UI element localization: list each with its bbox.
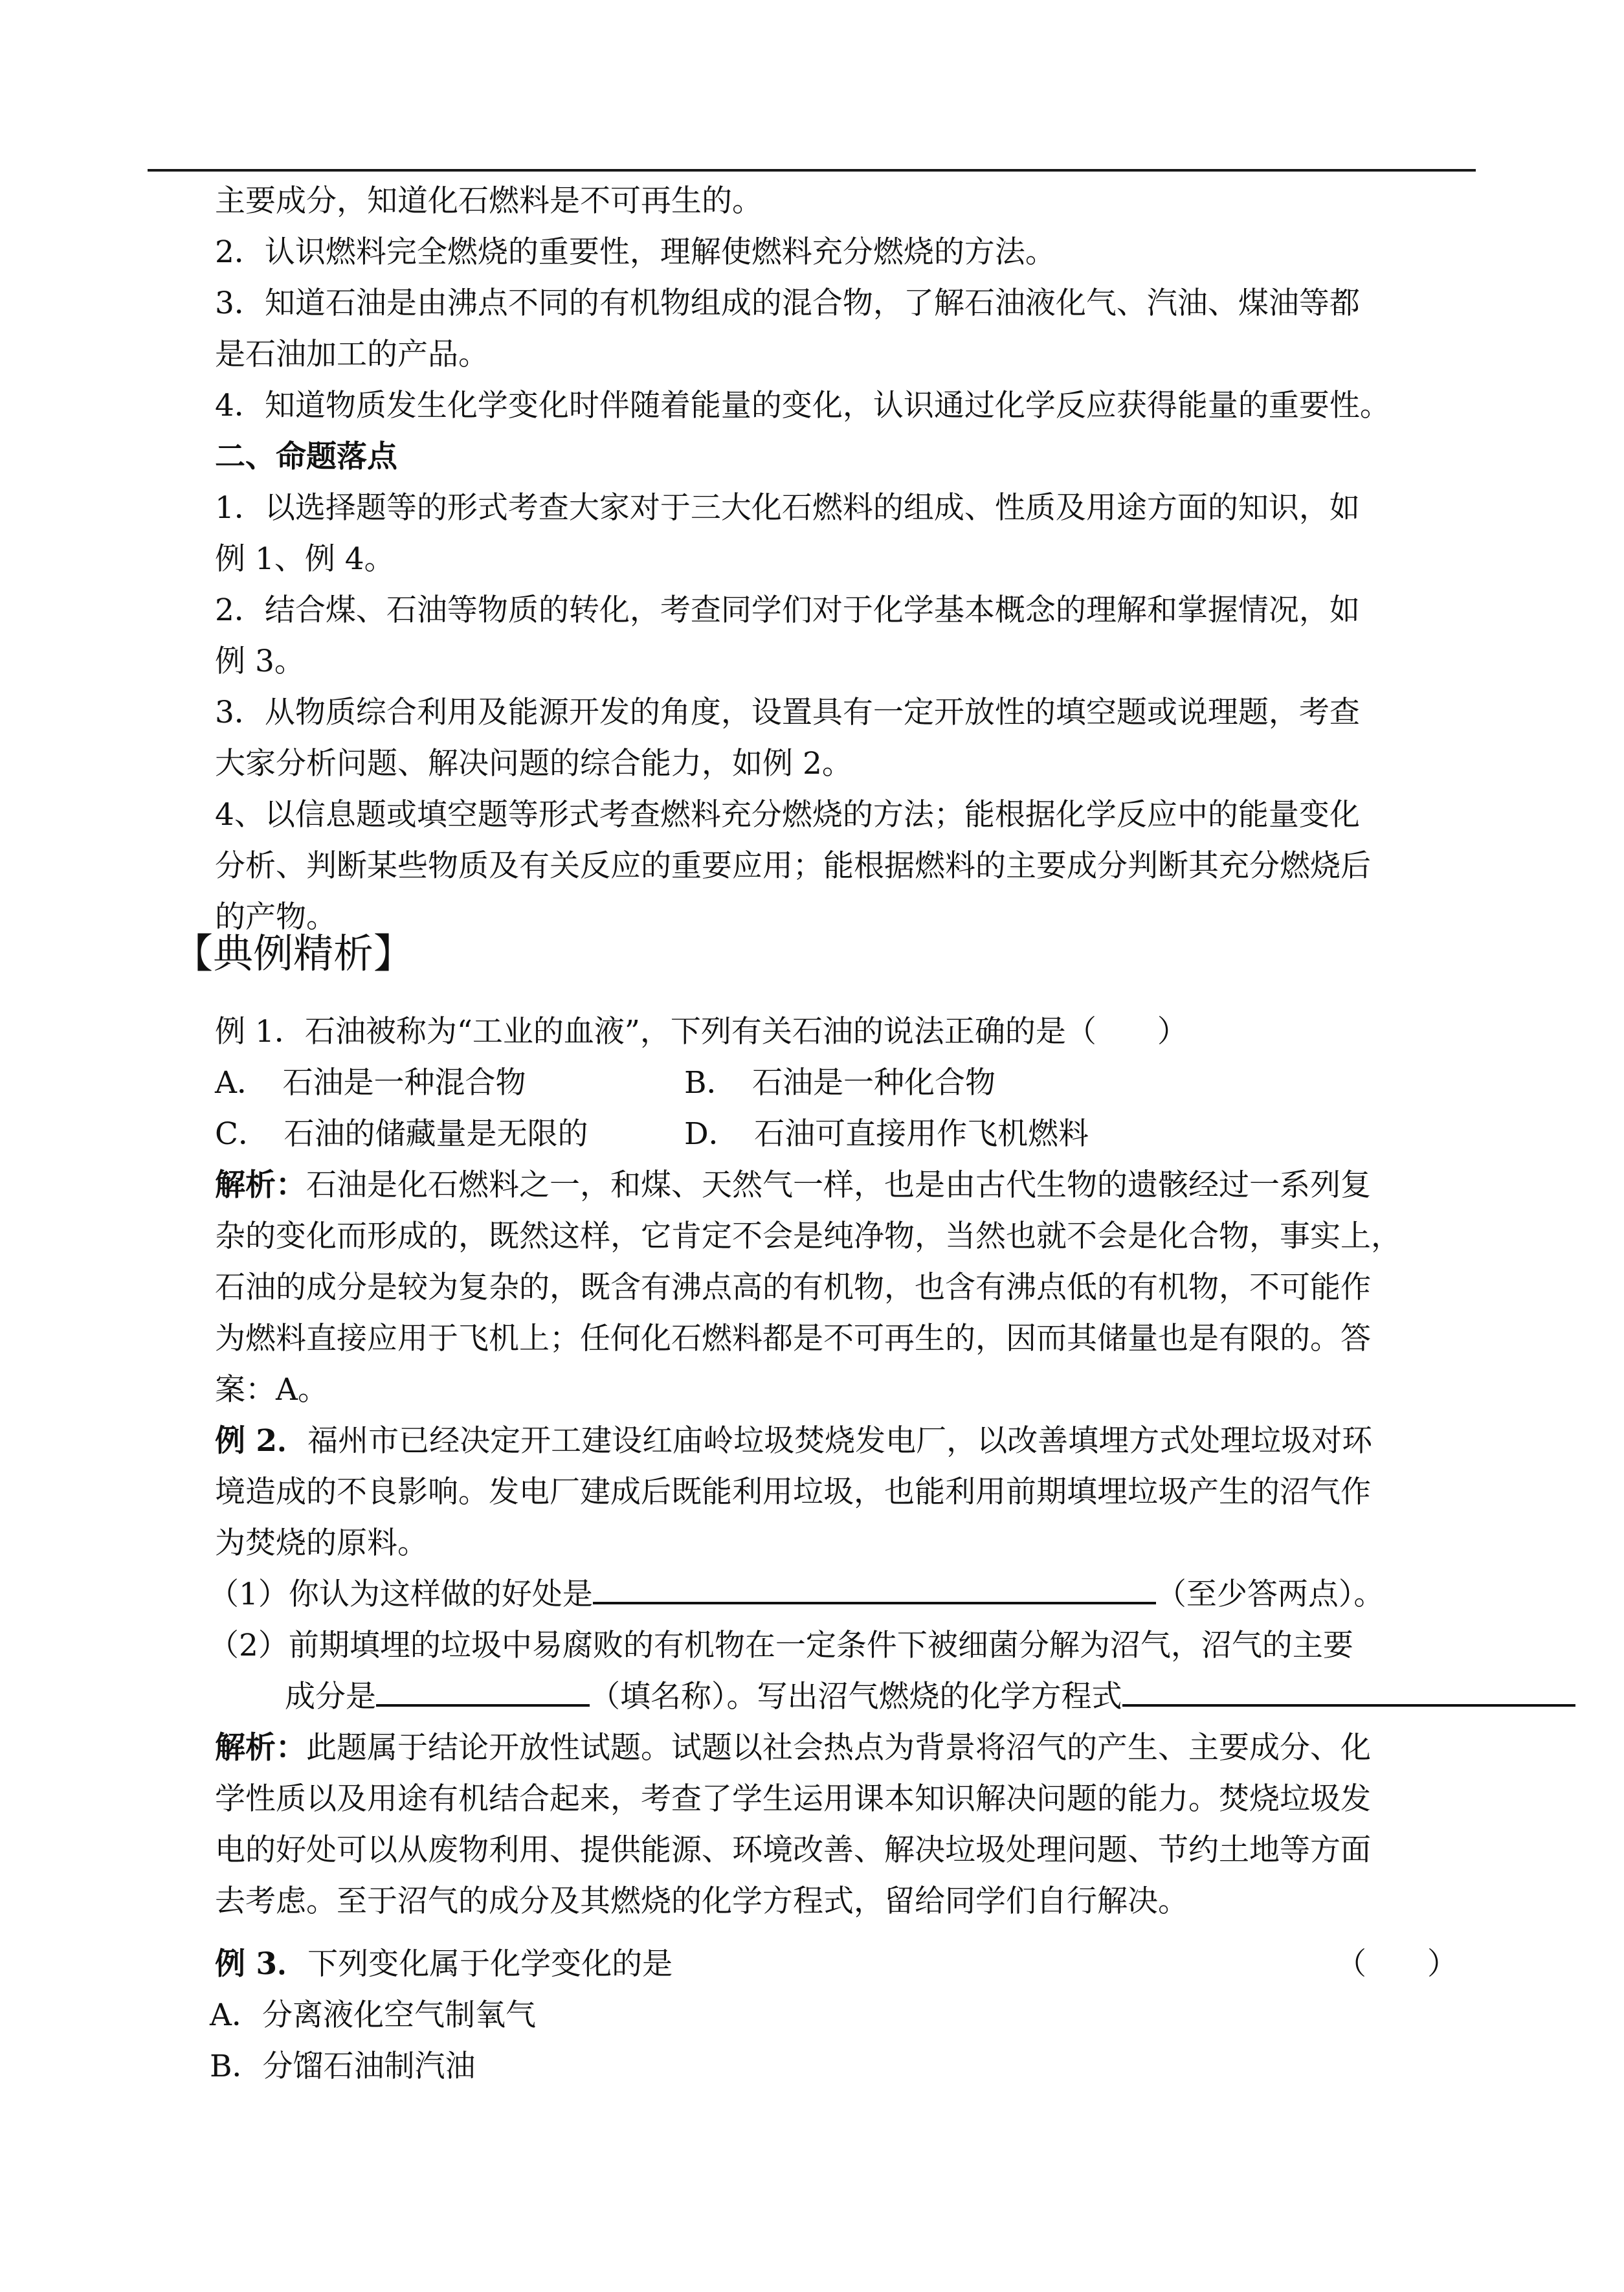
sub-question-2 [208,1620,1574,1671]
example-label: 例 2． [215,1423,308,1459]
analysis-line [215,1160,1574,1211]
text-line: 例 3。 [215,644,305,679]
option-c: C． 石油的储藏量是无限的 [215,1116,588,1152]
answer-blank[interactable] [593,1577,1156,1604]
text-line: 分析、判断某些物质及有关反应的重要应用；能根据燃料的主要成分判断其充分燃烧后 [215,848,1371,884]
text-line: 3．从物质综合利用及能源开发的角度，设置具有一定开放性的填空题或说理题，考查 [215,695,1360,730]
option-b: B．分馏石油制汽油 [210,2049,476,2084]
text-line: 是石油加工的产品。 [215,337,489,372]
question-text: 福州市已经决定开工建设红庙岭垃圾焚烧发电厂，以改善填埋方式处理垃圾对环 [307,1423,1373,1459]
text-line: 2．认识燃料完全燃烧的重要性，理解使燃料充分燃烧的方法。 [215,234,1056,270]
q2-line: （2）前期填埋的垃圾中易腐败的有机物在一定条件下被细菌分解为沼气，沼气的主要 [208,1628,1353,1663]
example-3 [210,1938,1458,2092]
answer-blank[interactable] [376,1680,590,1707]
question-line [215,1938,1458,1990]
text-line: 2．结合煤、石油等物质的转化，考查同学们对于化学基本概念的理解和掌握情况，如 [215,592,1360,628]
question-line [215,1006,1574,1057]
analysis-text: 石油是化石燃料之一，和煤、天然气一样，也是由古代生物的遗骸经过一系列复 [306,1167,1371,1203]
text-line: 的产物。 [215,899,337,935]
analysis-line: 石油的成分是较为复杂的，既含有沸点高的有机物，也含有沸点低的有机物，不可能作 [215,1270,1371,1305]
option-a: A．分离液化空气制氧气 [210,1997,536,2033]
analysis-line: 学性质以及用途有机结合起来，考查了学生运用课本知识解决问题的能力。焚烧垃圾发 [215,1781,1371,1817]
equation-blank[interactable] [1122,1680,1575,1707]
objectives-section [215,175,1477,943]
q2-mid: （填名称）。写出沼气燃烧的化学方程式 [590,1679,1122,1714]
q2-prefix: 成分是 [285,1679,376,1714]
example-label: 例 3． [215,1946,308,1982]
question-text: 下列变化属于化学变化的是 [307,1946,673,1982]
option-d: D． 石油可直接用作飞机燃料 [684,1116,1089,1152]
analysis-line: 去考虑。至于沼气的成分及其燃烧的化学方程式，留给同学们自行解决。 [215,1883,1188,1919]
question-line: 为焚烧的原料。 [215,1525,428,1561]
option-b: B． 石油是一种化合物 [684,1065,996,1101]
q1-prefix: （1）你认为这样做的好处是 [208,1577,593,1612]
analysis-line: 为燃料直接应用于飞机上；任何化石燃料都是不可再生的，因而其储量也是有限的。答 [215,1321,1371,1356]
text-line: 例 1、例 4。 [215,541,395,577]
analysis-label: 解析： [215,1167,306,1203]
option-a: A． 石油是一种混合物 [215,1065,526,1101]
example-2-question [215,1415,1574,1466]
text-line: 主要成分，知道化石燃料是不可再生的。 [215,183,762,219]
analysis-text: 此题属于结论开放性试题。试题以社会热点为背景将沼气的产生、主要成分、化 [306,1730,1371,1766]
analysis-line: 电的好处可以从废物利用、提供能源、环境改善、解决垃圾处理问题、节约土地等方面 [215,1832,1371,1868]
sub-question-2-cont [215,1671,1574,1722]
question-line: 境造成的不良影响。发电厂建成后既能利用垃圾，也能利用前期填埋垃圾产生的沼气作 [215,1474,1371,1510]
section-heading: 【典例精析】 [173,930,414,977]
text-line: 大家分析问题、解决问题的综合能力，如例 2。 [215,746,852,781]
text-line: 4、以信息题或填空题等形式考查燃料充分燃烧的方法；能根据化学反应中的能量变化 [215,797,1360,833]
answer-paren: （ ） [1336,1946,1458,1982]
analysis-line: 杂的变化而形成的，既然这样，它肯定不会是纯净物，当然也就不会是化合物，事实上， [215,1219,1401,1254]
text-line: 4．知道物质发生化学变化时伴随着能量的变化，认识通过化学反应获得能量的重要性。 [215,388,1390,423]
q1-suffix: （至少答两点）。 [1155,1577,1385,1612]
header-rule [148,169,1476,172]
options-row [215,1057,1574,1108]
analysis-line: 案：A。 [215,1372,328,1408]
example-label: 例 1． [215,1014,305,1050]
analysis-line [215,1722,1574,1773]
analysis-label: 解析： [215,1730,306,1766]
question-text: 石油被称为“工业的血液”，下列有关石油的说法正确的是（ ） [304,1014,1188,1050]
options-row [215,1108,1574,1160]
example-1 [208,1006,1574,1927]
section-title: 二、命题落点 [215,439,397,475]
sub-question-1 [208,1569,1574,1620]
text-line: 1．以选择题等的形式考查大家对于三大化石燃料的组成、性质及用途方面的知识，如 [215,490,1360,526]
text-line: 3．知道石油是由沸点不同的有机物组成的混合物，了解石油液化气、汽油、煤油等都 [215,286,1360,321]
